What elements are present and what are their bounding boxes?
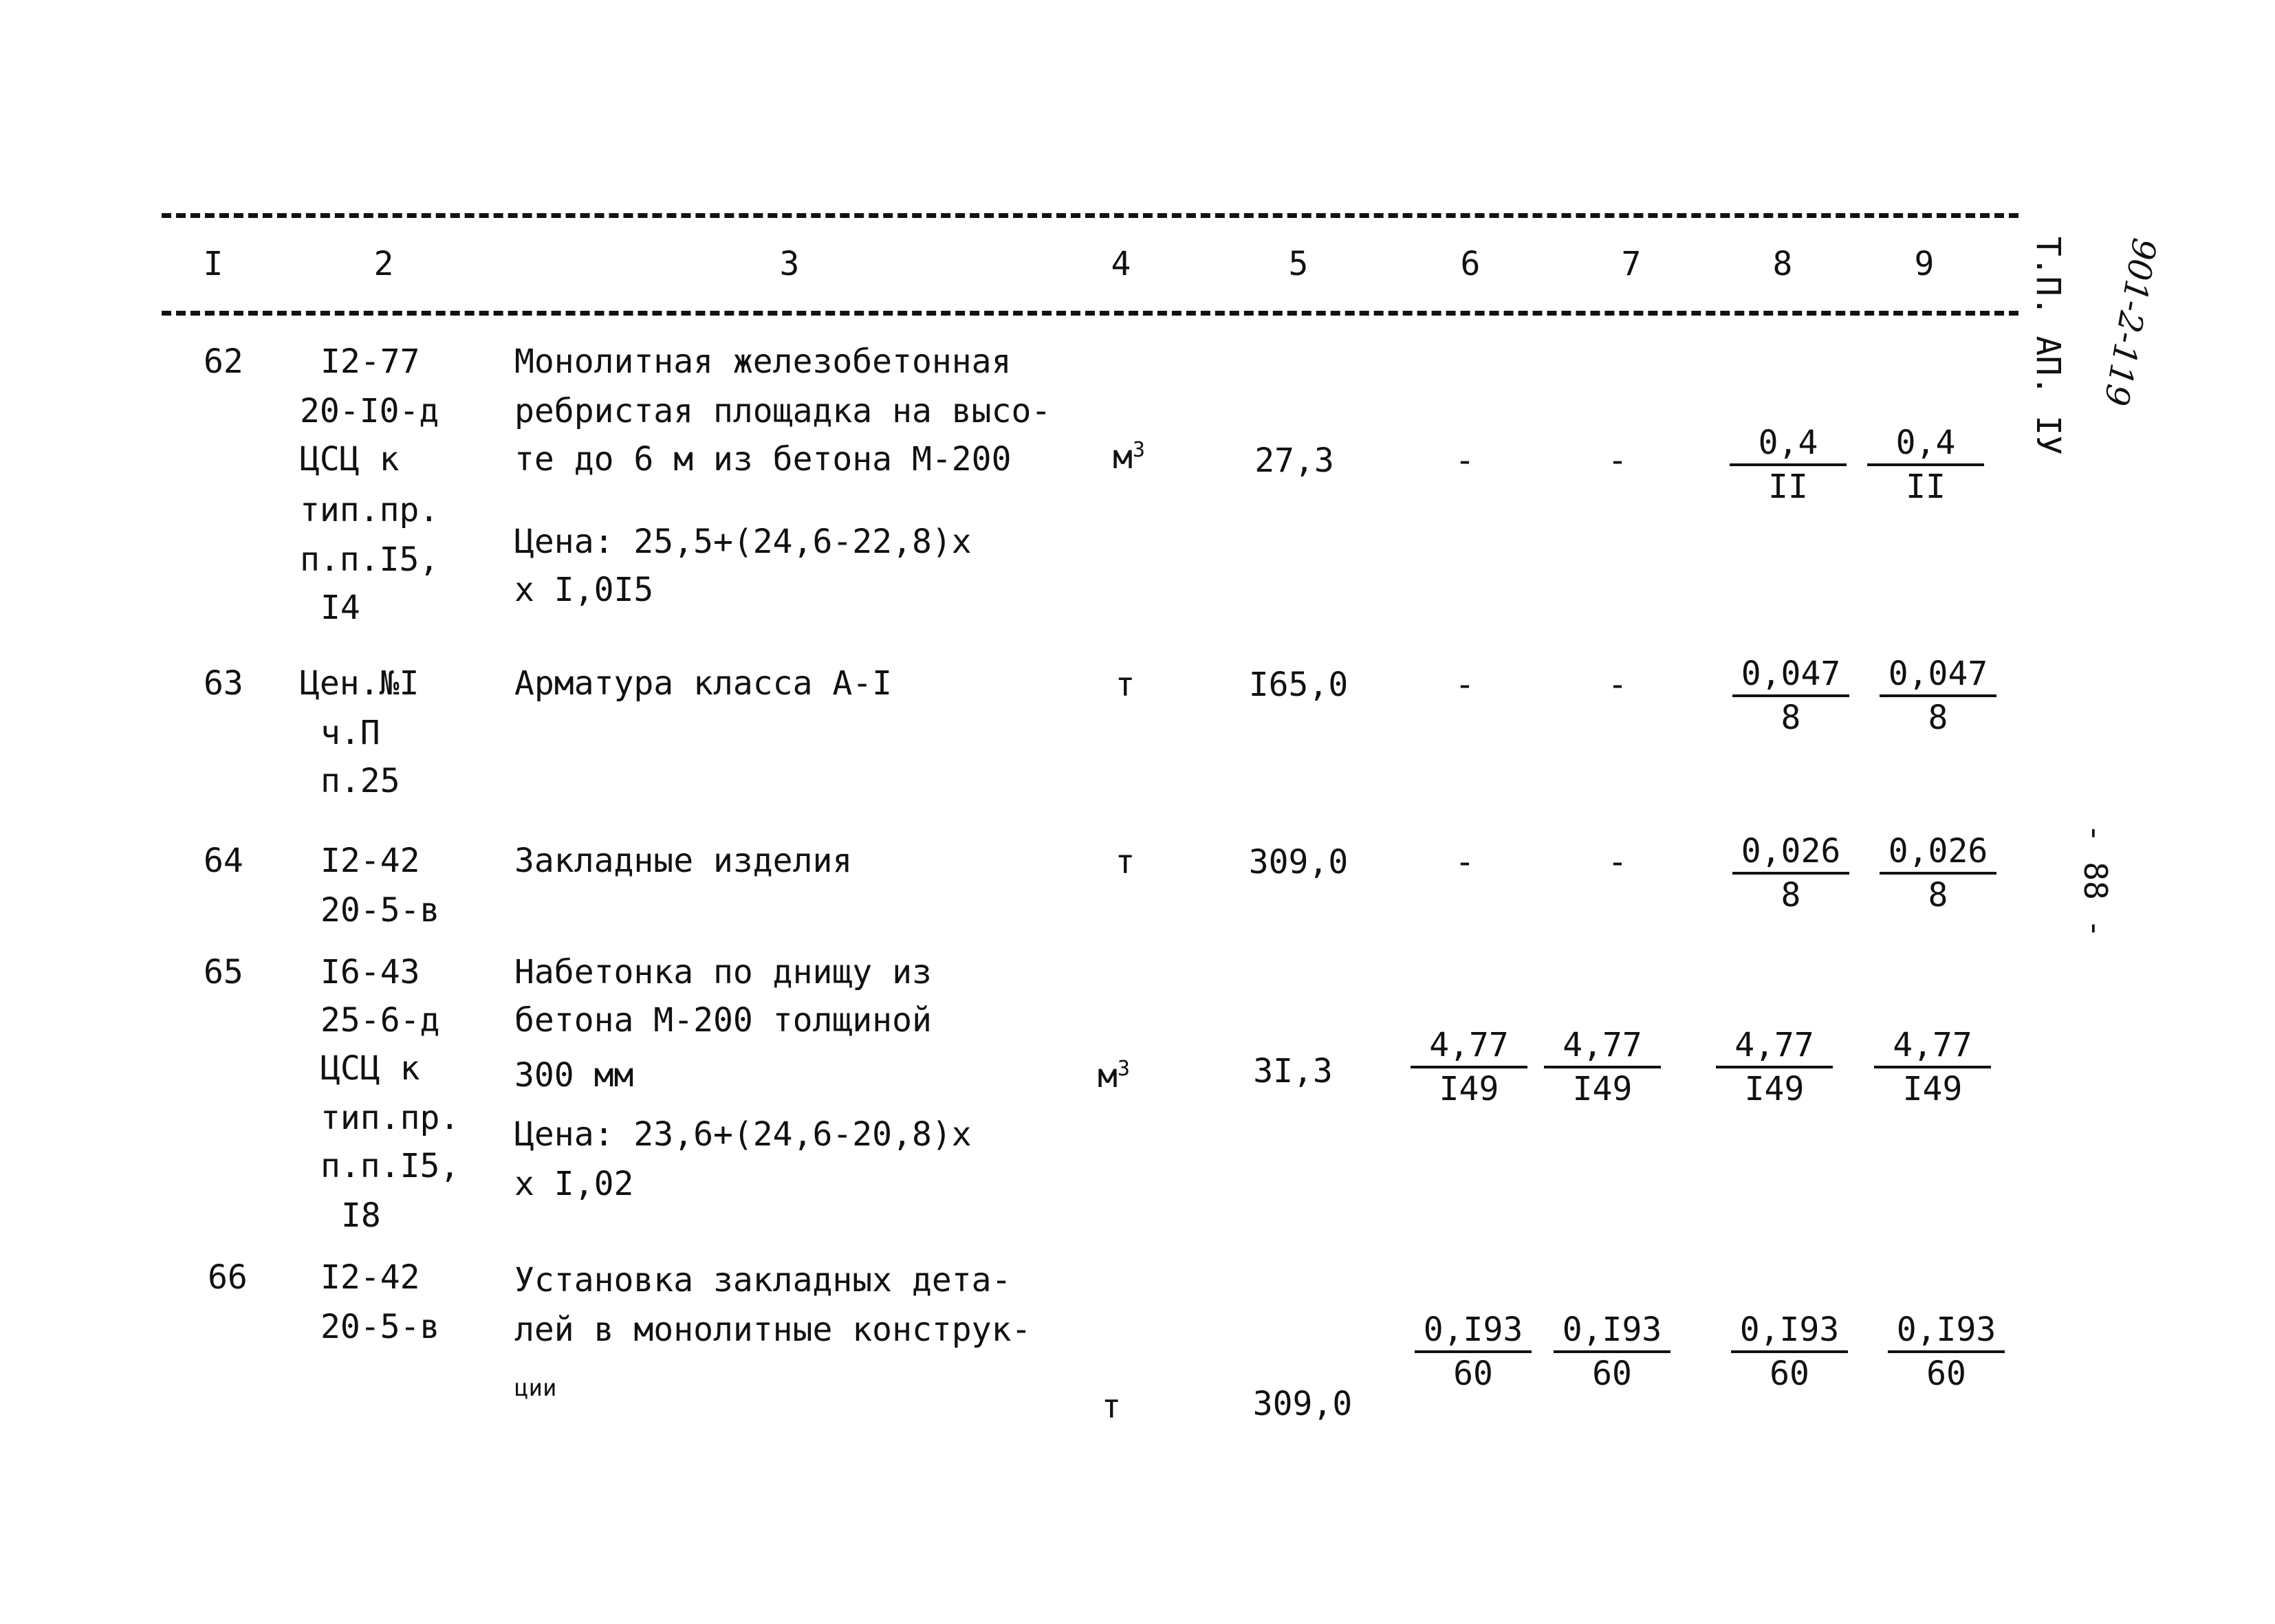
row-65-col8 [1716,1026,1833,1108]
row-65-col9-num: 4,77 [1874,1029,1991,1068]
row-65-col9-den: I49 [1902,1070,1963,1108]
row-66-col6-num: 0,I93 [1415,1313,1532,1353]
row-66-desc-3: ции [514,1374,557,1402]
row-65-num: 65 [204,953,243,991]
row-65-code-5: п.п.I5, [320,1147,460,1185]
row-62-col7: - [1607,441,1628,480]
row-62-code-6: I4 [320,589,360,627]
row-65-col9 [1874,1026,1991,1108]
header-top-rule [162,213,2018,218]
row-64-unit: т [1115,843,1135,881]
row-62-col9-num: 0,4 [1867,426,1984,466]
row-62-col5: 27,3 [1254,441,1334,480]
row-65-col8-den: I49 [1744,1070,1805,1108]
row-65-code-6: I8 [341,1196,381,1235]
row-63-col7: - [1607,666,1628,704]
row-63-col9 [1880,655,1996,737]
row-66-desc-1: Установка закладных дета- [514,1261,1012,1299]
col-header-1: I [203,245,224,283]
row-66-col6-den: 60 [1453,1354,1493,1393]
row-65-desc-1: Набетонка по днищу из [514,953,932,991]
col-header-4: 4 [1111,245,1131,283]
col-header-9: 9 [1914,245,1935,283]
side-handwritten-note: 901-2-119 [2096,235,2164,409]
row-62-desc-3: те до 6 м из бетона М-200 [514,440,1012,479]
row-62-col8 [1730,424,1847,506]
row-66-col5: 309,0 [1252,1385,1353,1423]
row-63-col9-den: 8 [1928,699,1948,737]
row-65-unit [1098,1059,1130,1093]
row-66-col7-den: 60 [1592,1354,1632,1393]
header-bottom-rule [162,311,2018,316]
row-63-col9-num: 0,047 [1880,657,1996,697]
row-66-col7-num: 0,I93 [1554,1313,1670,1353]
row-62-unit-exponent: 3 [1132,438,1145,462]
row-65-col8-num: 4,77 [1716,1029,1833,1068]
row-63-col5: I65,0 [1248,666,1349,704]
row-64-col5: 309,0 [1248,843,1349,881]
row-65-price-2: х I,02 [514,1165,634,1203]
row-65-unit-exponent: 3 [1117,1057,1130,1081]
row-62-code-5: п.п.I5, [300,540,439,579]
col-header-3: 3 [779,245,800,283]
row-65-code-1: I6-43 [320,953,420,991]
row-62-col6: - [1455,441,1475,480]
row-64-col9-num: 0,026 [1880,835,1996,875]
row-66-desc-2: лей в монолитные конструк- [514,1310,1032,1349]
row-64-col7: - [1607,843,1628,881]
row-62-num: 62 [204,342,243,381]
row-65-col5: 3I,3 [1253,1052,1333,1090]
row-66-col9 [1888,1310,2005,1393]
row-65-col7-den: I49 [1572,1070,1633,1108]
row-65-desc-3: 300 мм [514,1056,634,1095]
row-64-col8-num: 0,026 [1732,835,1849,875]
row-63-col8-num: 0,047 [1732,657,1849,697]
row-66-col8-den: 60 [1770,1354,1809,1393]
row-64-col6: - [1455,843,1475,881]
row-63-col8-den: 8 [1781,699,1801,737]
row-65-code-3: ЦСЦ к [320,1049,420,1088]
row-65-desc-2: бетона М-200 толщиной [514,1001,932,1040]
row-62-unit-base: м [1113,438,1133,476]
row-62-code-4: тип.пр. [300,491,439,529]
row-62-col9 [1867,424,1984,506]
row-62-price-1: Цена: 25,5+(24,6-22,8)х [514,523,972,561]
row-63-code-1: Цен.№I [300,664,420,703]
row-62-unit [1113,440,1145,474]
page-number: - 88 - [2077,824,2114,939]
row-63-col8 [1732,655,1849,737]
row-66-unit: т [1101,1387,1122,1426]
row-65-price-1: Цена: 23,6+(24,6-20,8)х [514,1115,972,1154]
row-62-desc-1: Монолитная железобетонная [514,342,1012,381]
row-65-col7 [1544,1026,1661,1108]
row-64-col8-den: 8 [1781,876,1801,914]
row-65-col6 [1411,1026,1527,1108]
row-64-col8 [1732,832,1849,914]
row-65-col6-den: I49 [1439,1070,1499,1108]
row-63-col6: - [1455,666,1475,704]
side-title: Т.П. АП. IУ [2029,237,2067,455]
row-66-code-2: 20-5-в [320,1308,440,1346]
row-62-col8-den: II [1768,468,1808,506]
row-66-col9-den: 60 [1926,1354,1966,1393]
row-63-num: 63 [204,664,243,703]
row-65-code-2: 25-6-д [320,1001,440,1040]
row-62-code-1: I2-77 [320,342,420,381]
col-header-7: 7 [1621,245,1642,283]
row-62-col9-den: II [1906,468,1946,506]
row-62-code-2: 20-I0-д [300,392,439,430]
row-63-code-2: ч.П [320,714,380,752]
row-66-num: 66 [208,1258,248,1297]
col-header-2: 2 [373,245,394,283]
row-66-col7 [1554,1310,1670,1393]
row-66-code-1: I2-42 [320,1258,420,1297]
col-header-5: 5 [1288,245,1309,283]
col-header-8: 8 [1772,245,1793,283]
row-64-col9-den: 8 [1928,876,1948,914]
row-66-col9-num: 0,I93 [1888,1313,2005,1353]
row-66-col6 [1415,1310,1532,1393]
row-63-desc-1: Арматура класса А-I [514,664,893,703]
row-62-desc-2: ребристая площадка на высо- [514,392,1052,430]
row-65-unit-base: м [1098,1057,1118,1095]
row-64-code-2: 20-5-в [320,891,440,930]
row-65-col7-num: 4,77 [1544,1029,1661,1068]
row-63-code-3: п.25 [320,762,400,800]
row-65-code-4: тип.пр. [320,1099,460,1137]
row-64-code-1: I2-42 [320,842,420,880]
row-66-col8-num: 0,I93 [1731,1313,1848,1353]
row-62-price-2: х I,0I5 [514,571,654,609]
row-64-num: 64 [204,842,243,880]
row-64-desc-1: Закладные изделия [514,842,853,880]
row-62-col8-num: 0,4 [1730,426,1847,466]
row-65-col6-num: 4,77 [1411,1029,1527,1068]
row-66-col8 [1731,1310,1848,1393]
row-62-code-3: ЦСЦ к [300,440,400,479]
col-header-6: 6 [1460,245,1481,283]
row-63-unit: т [1115,666,1135,704]
row-64-col9 [1880,832,1996,914]
